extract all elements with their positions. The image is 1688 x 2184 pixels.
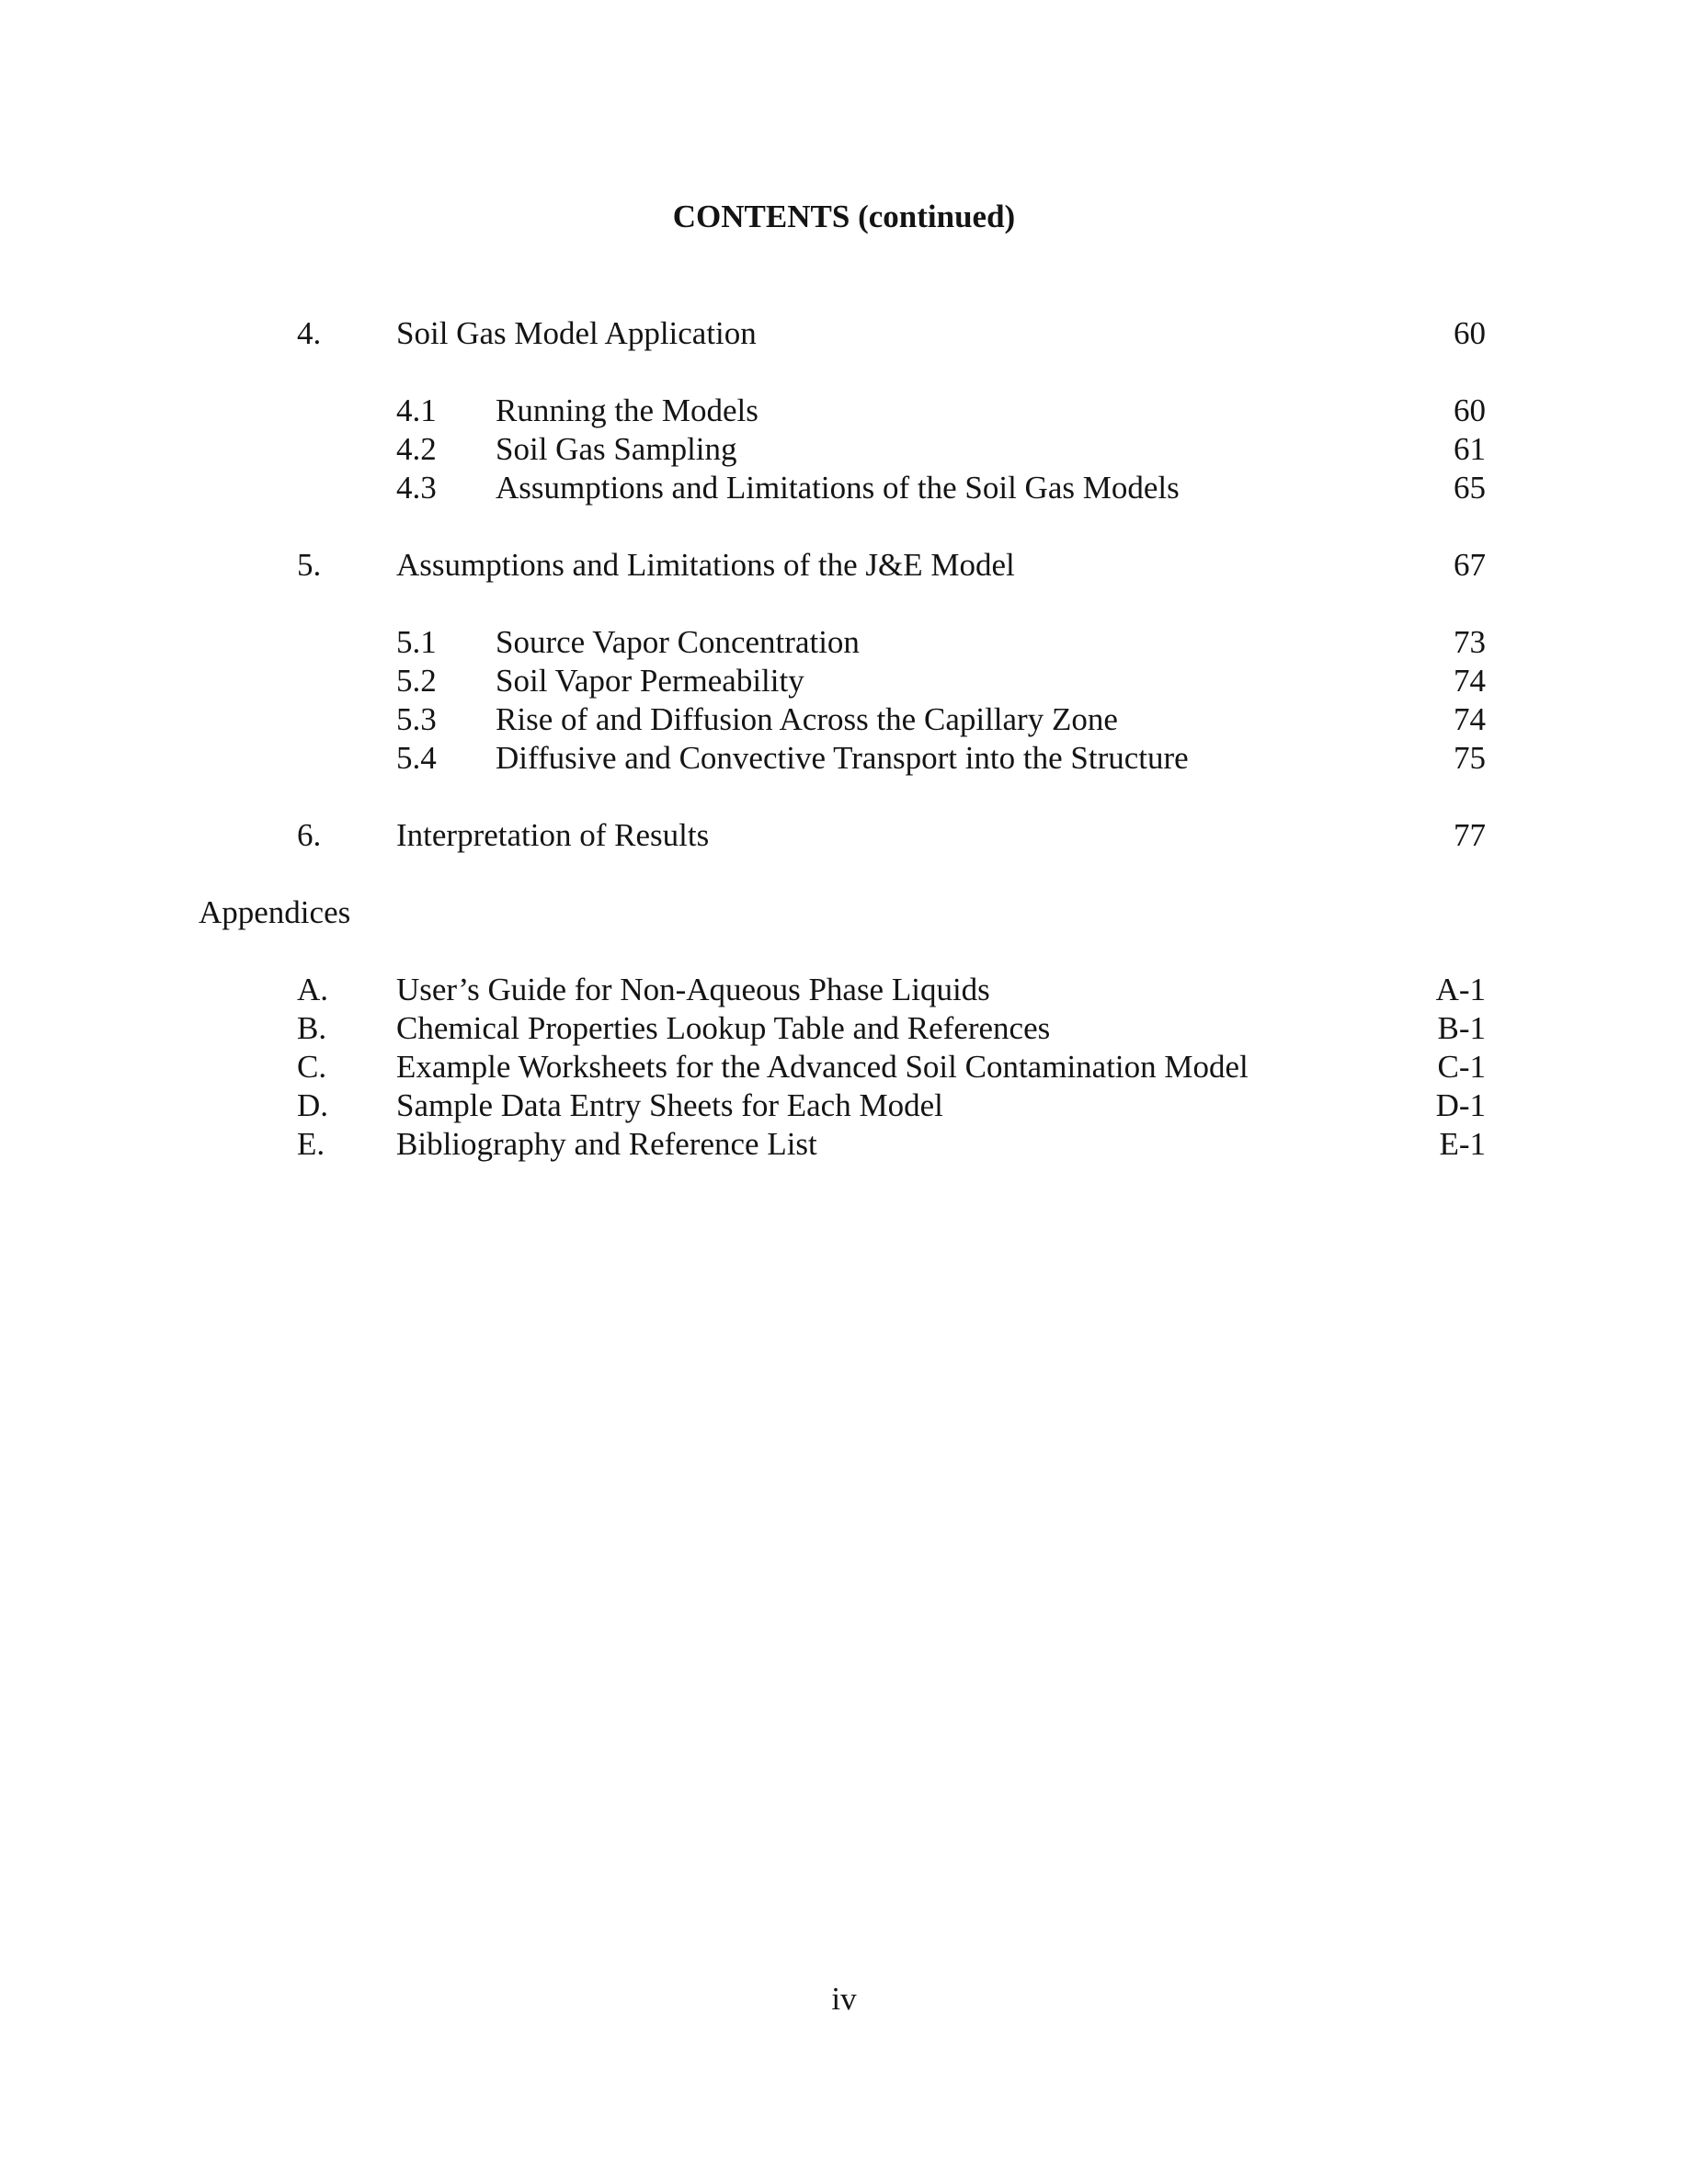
subsection-number: 5.3: [396, 701, 437, 737]
appendix-page: A-1: [1435, 972, 1486, 1007]
section-page: 60: [1454, 315, 1486, 351]
appendix-page: E-1: [1439, 1126, 1486, 1162]
appendix-title: User’s Guide for Non-Aqueous Phase Liquids: [396, 972, 990, 1007]
appendix-page: C-1: [1437, 1049, 1486, 1085]
subsection-number: 4.3: [396, 470, 437, 506]
appendix-title: Chemical Properties Lookup Table and References: [396, 1010, 1051, 1046]
subsection-page: 74: [1454, 701, 1486, 737]
subsection-title: Assumptions and Limitations of the Soil Gas Models: [496, 470, 1180, 506]
section-number: 4.: [297, 315, 322, 351]
section-title: Soil Gas Model Application: [396, 315, 757, 351]
appendix-letter: C.: [297, 1049, 327, 1085]
subsection-number: 4.1: [396, 392, 437, 428]
appendix-letter: E.: [297, 1126, 325, 1162]
subsection-number: 5.4: [396, 740, 437, 776]
section-number: 6.: [297, 817, 322, 853]
subsection-title: Rise of and Diffusion Across the Capillary Zone: [496, 701, 1118, 737]
appendix-letter: D.: [297, 1087, 329, 1123]
subsection-page: 60: [1454, 392, 1486, 428]
section-title: Assumptions and Limitations of the J&E Model: [396, 547, 1015, 583]
subsection-title: Running the Models: [496, 392, 758, 428]
subsection-number: 5.2: [396, 663, 437, 699]
appendix-page: D-1: [1435, 1087, 1486, 1123]
subsection-number: 4.2: [396, 431, 437, 467]
appendix-letter: A.: [297, 972, 329, 1007]
page-title: CONTENTS (continued): [672, 199, 1016, 234]
appendix-title: Example Worksheets for the Advanced Soil Contamination Model: [396, 1049, 1249, 1085]
subsection-page: 61: [1454, 431, 1486, 467]
subsection-page: 65: [1454, 470, 1486, 506]
appendix-letter: B.: [297, 1010, 327, 1046]
appendix-title: Bibliography and Reference List: [396, 1126, 817, 1162]
subsection-page: 74: [1454, 663, 1486, 699]
subsection-title: Soil Gas Sampling: [496, 431, 737, 467]
section-number: 5.: [297, 547, 322, 583]
appendices-heading: Appendices: [199, 894, 351, 930]
subsection-title: Source Vapor Concentration: [496, 624, 860, 660]
page-number-footer: iv: [831, 1981, 857, 2017]
subsection-page: 75: [1454, 740, 1486, 776]
subsection-number: 5.1: [396, 624, 437, 660]
section-title: Interpretation of Results: [396, 817, 710, 853]
subsection-title: Diffusive and Convective Transport into the Structure: [496, 740, 1189, 776]
appendix-page: B-1: [1437, 1010, 1486, 1046]
section-page: 77: [1454, 817, 1486, 853]
section-page: 67: [1454, 547, 1486, 583]
subsection-page: 73: [1454, 624, 1486, 660]
subsection-title: Soil Vapor Permeability: [496, 663, 804, 699]
appendix-title: Sample Data Entry Sheets for Each Model: [396, 1087, 943, 1123]
